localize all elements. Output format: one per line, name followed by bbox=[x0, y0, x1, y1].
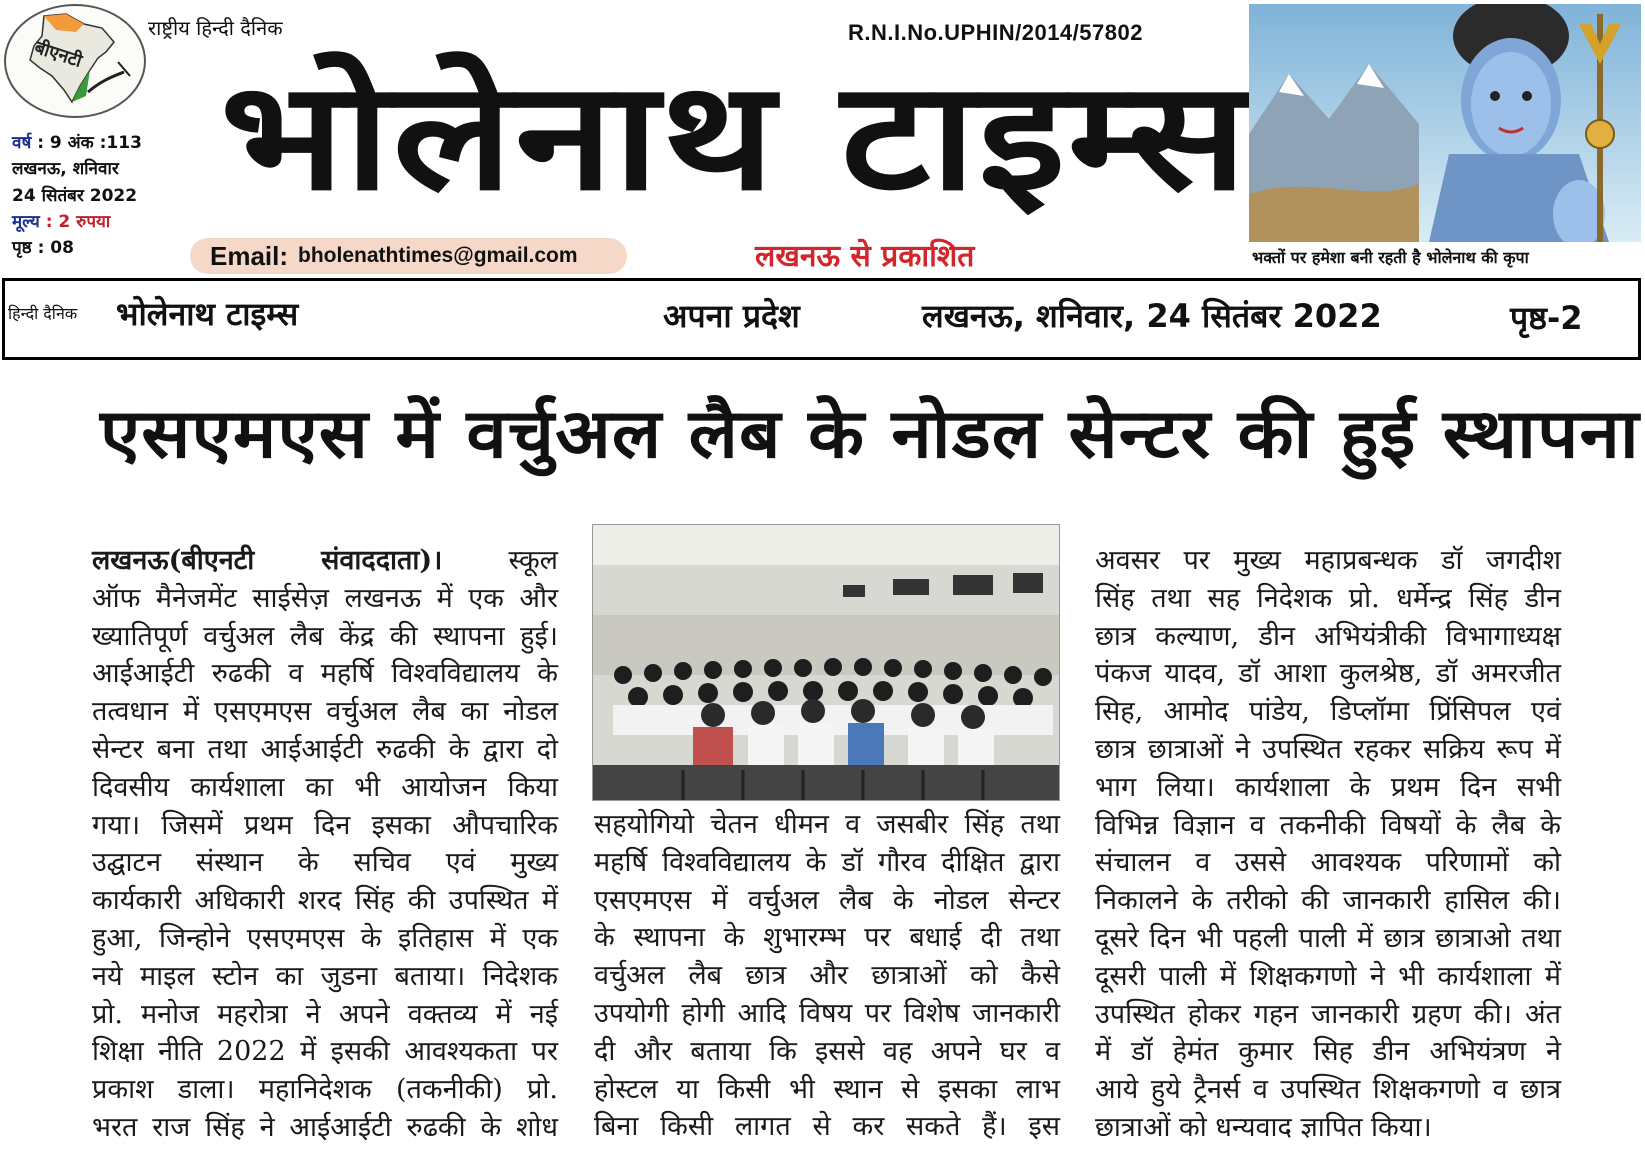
article-line: दूसरी पाली में शिक्षकगणो ने भी कार्यशाला में bbox=[1095, 960, 1561, 992]
article-line: में डॉ हेमंत कुमार सिह डीन अभियंत्रण ने bbox=[1095, 1036, 1561, 1068]
article-line: दी और बताया कि इससे वह अपने घर व bbox=[594, 1035, 1060, 1067]
article-line: उद्घाटन संस्थान के सचिव एवं मुख्य bbox=[92, 847, 558, 879]
article-line: प्रकाश डाला। महानिदेशक (तकनीकी) प्रो. bbox=[92, 1074, 558, 1106]
article-line: आये हुये ट्रैनर्स व उपस्थित शिक्षकगणो व छात्र bbox=[1095, 1074, 1561, 1106]
page-count bbox=[12, 235, 74, 258]
article-headline: एसएमएस में वर्चुअल लैब के नोडल सेन्टर की हुई स्थापना bbox=[100, 395, 1640, 474]
article-line: उपयोगी होगी आदि विषय पर विशेष जानकारी bbox=[594, 997, 1060, 1029]
article-line bbox=[92, 542, 558, 580]
article-line: होस्टल या किसी भी स्थान से इसका लाभ bbox=[594, 1073, 1060, 1105]
published-from: लखनऊ से प्रकाशित bbox=[755, 239, 975, 274]
article-line: एसएमएस में वर्चुअल लैब के नोडल सेन्टर bbox=[594, 884, 1060, 916]
article-line: सहयोगियो चेतन धीमन व जसबीर सिंह तथा bbox=[594, 809, 1060, 840]
price bbox=[12, 209, 110, 232]
image-caption: भक्तों पर हमेशा बनी रहती है भोलेनाथ की कृपा bbox=[1252, 248, 1529, 267]
article-line: निकालने के तरीको की जानकारी हासिल की। bbox=[1095, 885, 1561, 917]
place-day: लखनऊ, शनिवार bbox=[12, 159, 119, 179]
article-line: दिवसीय कार्यशाला का भी आयोजन किया bbox=[92, 771, 558, 803]
dateline: लखनऊ(बीएनटी संवाददाता)। bbox=[92, 545, 443, 576]
email-address: bholenathtimes@gmail.com bbox=[298, 244, 578, 267]
article-line: विभिन्न विज्ञान व तकनीकी विषयों के लैब के bbox=[1095, 809, 1561, 841]
article-line: कार्यकारी अधिकारी शरद सिंह की उपस्थित में bbox=[92, 885, 558, 917]
price-label: मूल्य bbox=[12, 212, 40, 232]
email-badge bbox=[190, 238, 627, 274]
article-line: तत्वधान में एसएमएस वर्चुअल लैब का नोडल bbox=[92, 696, 558, 728]
article-line: आईआईटी रुढकी व महर्षि विश्वविद्यालय के bbox=[92, 658, 558, 690]
issue-date: 24 सितंबर 2022 bbox=[12, 186, 138, 206]
shiva-image bbox=[1249, 4, 1641, 242]
strip-small-label: हिन्दी दैनिक bbox=[8, 304, 78, 323]
article-line: सिह, आमोद पांडेय, डिप्लॉमा प्रिंसिपल एवं bbox=[1095, 696, 1561, 728]
volume-value: : 9 अंक :113 bbox=[37, 133, 142, 153]
price-value: : 2 रुपया bbox=[45, 212, 111, 232]
article-line: भाग लिया। कार्यशाला के प्रथम दिन सभी bbox=[1095, 771, 1561, 803]
article-line: नये माइल स्टोन का जुडना बताया। निदेशक bbox=[92, 960, 558, 992]
article-line: प्रो. मनोज महरोत्रा ने अपने वक्तव्य में नई bbox=[92, 998, 558, 1030]
article-column-2 bbox=[594, 806, 1060, 1146]
newspaper-logo bbox=[4, 4, 146, 118]
article-column-1 bbox=[92, 542, 558, 1147]
article-line: के स्थापना के शुभारम्भ पर बधाई दी तथा bbox=[594, 922, 1060, 954]
event-photo bbox=[592, 524, 1060, 801]
strip-brand: भोलेनाथ टाइम्स bbox=[116, 295, 299, 333]
article-line: ऑफ मैनेजमेंट साईसेज़ लखनऊ में एक और bbox=[92, 582, 558, 614]
article-line: पंकज यादव, डॉ आशा कुलश्रेष्ठ, डॉ अमरजीत bbox=[1095, 658, 1561, 690]
article-line: सिंह तथा सह निदेशक प्रो. धर्मेन्द्र सिंह डीन bbox=[1095, 582, 1561, 614]
article-line: भरत राज सिंह ने आईआईटी रुढकी के शोध bbox=[92, 1111, 558, 1143]
email-label: Email: bbox=[210, 240, 289, 271]
article-line: दूसरे दिन भी पहली पाली में छात्र छात्राओ तथा bbox=[1095, 922, 1561, 954]
logo-text: बीएनटी bbox=[31, 36, 85, 72]
article-line: गया। जिसमें प्रथम दिन इसका औपचारिक bbox=[92, 809, 558, 841]
article-line: छात्राओं को धन्यवाद ज्ञापित किया। bbox=[1095, 1111, 1432, 1143]
page-number: पृष्ठ-2 bbox=[1510, 299, 1583, 337]
article-line-text: स्कूल bbox=[508, 545, 558, 576]
volume-issue bbox=[12, 130, 142, 153]
article-line: संचालन व उससे आवश्यक परिणामों को bbox=[1095, 847, 1561, 879]
article-line: अवसर पर मुख्य महाप्रबन्धक डॉ जगदीश bbox=[1095, 545, 1561, 576]
volume-label: वर्ष bbox=[12, 133, 32, 153]
article-line: उपस्थित होकर गहन जानकारी ग्रहण की। अंत bbox=[1095, 998, 1561, 1030]
strip-date: लखनऊ, शनिवार, 24 सितंबर 2022 bbox=[922, 297, 1382, 335]
pages-value: : 08 bbox=[37, 238, 74, 258]
article-line: शिक्षा नीति 2022 में इसकी आवश्यकता पर bbox=[92, 1036, 558, 1068]
article-column-3 bbox=[1095, 542, 1561, 1147]
newspaper-title: भोलेनाथ टाइम्स bbox=[220, 50, 1250, 224]
article-line: हुआ, जिन्होने एसएमएस के इतिहास में एक bbox=[92, 922, 558, 954]
article-line: छात्र कल्याण, डीन अभियंत्रीकी विभागाध्यक्ष bbox=[1095, 620, 1561, 652]
article-line: ख्यातिपूर्ण वर्चुअल लैब केंद्र की स्थापना हुई। bbox=[92, 620, 558, 652]
section-name: अपना प्रदेश bbox=[663, 297, 800, 335]
article-line: सेन्टर बना तथा आईआईटी रुढकी के द्वारा दो bbox=[92, 733, 558, 765]
rni-number: R.N.I.No.UPHIN/2014/57802 bbox=[848, 20, 1143, 45]
pages-label: पृष्ठ bbox=[12, 238, 32, 258]
article-line: छात्र छात्राओं ने उपस्थित रहकर सक्रिय रूप में bbox=[1095, 733, 1561, 765]
article-line: बिना किसी लागत से कर सकते हैं। इस bbox=[594, 1111, 1060, 1143]
tagline: राष्ट्रीय हिन्दी दैनिक bbox=[148, 16, 283, 40]
article-line: वर्चुअल लैब छात्र और छात्राओं को कैसे bbox=[594, 960, 1060, 992]
article-line: महर्षि विश्वविद्यालय के डॉ गौरव दीक्षित द्वारा bbox=[594, 846, 1060, 878]
